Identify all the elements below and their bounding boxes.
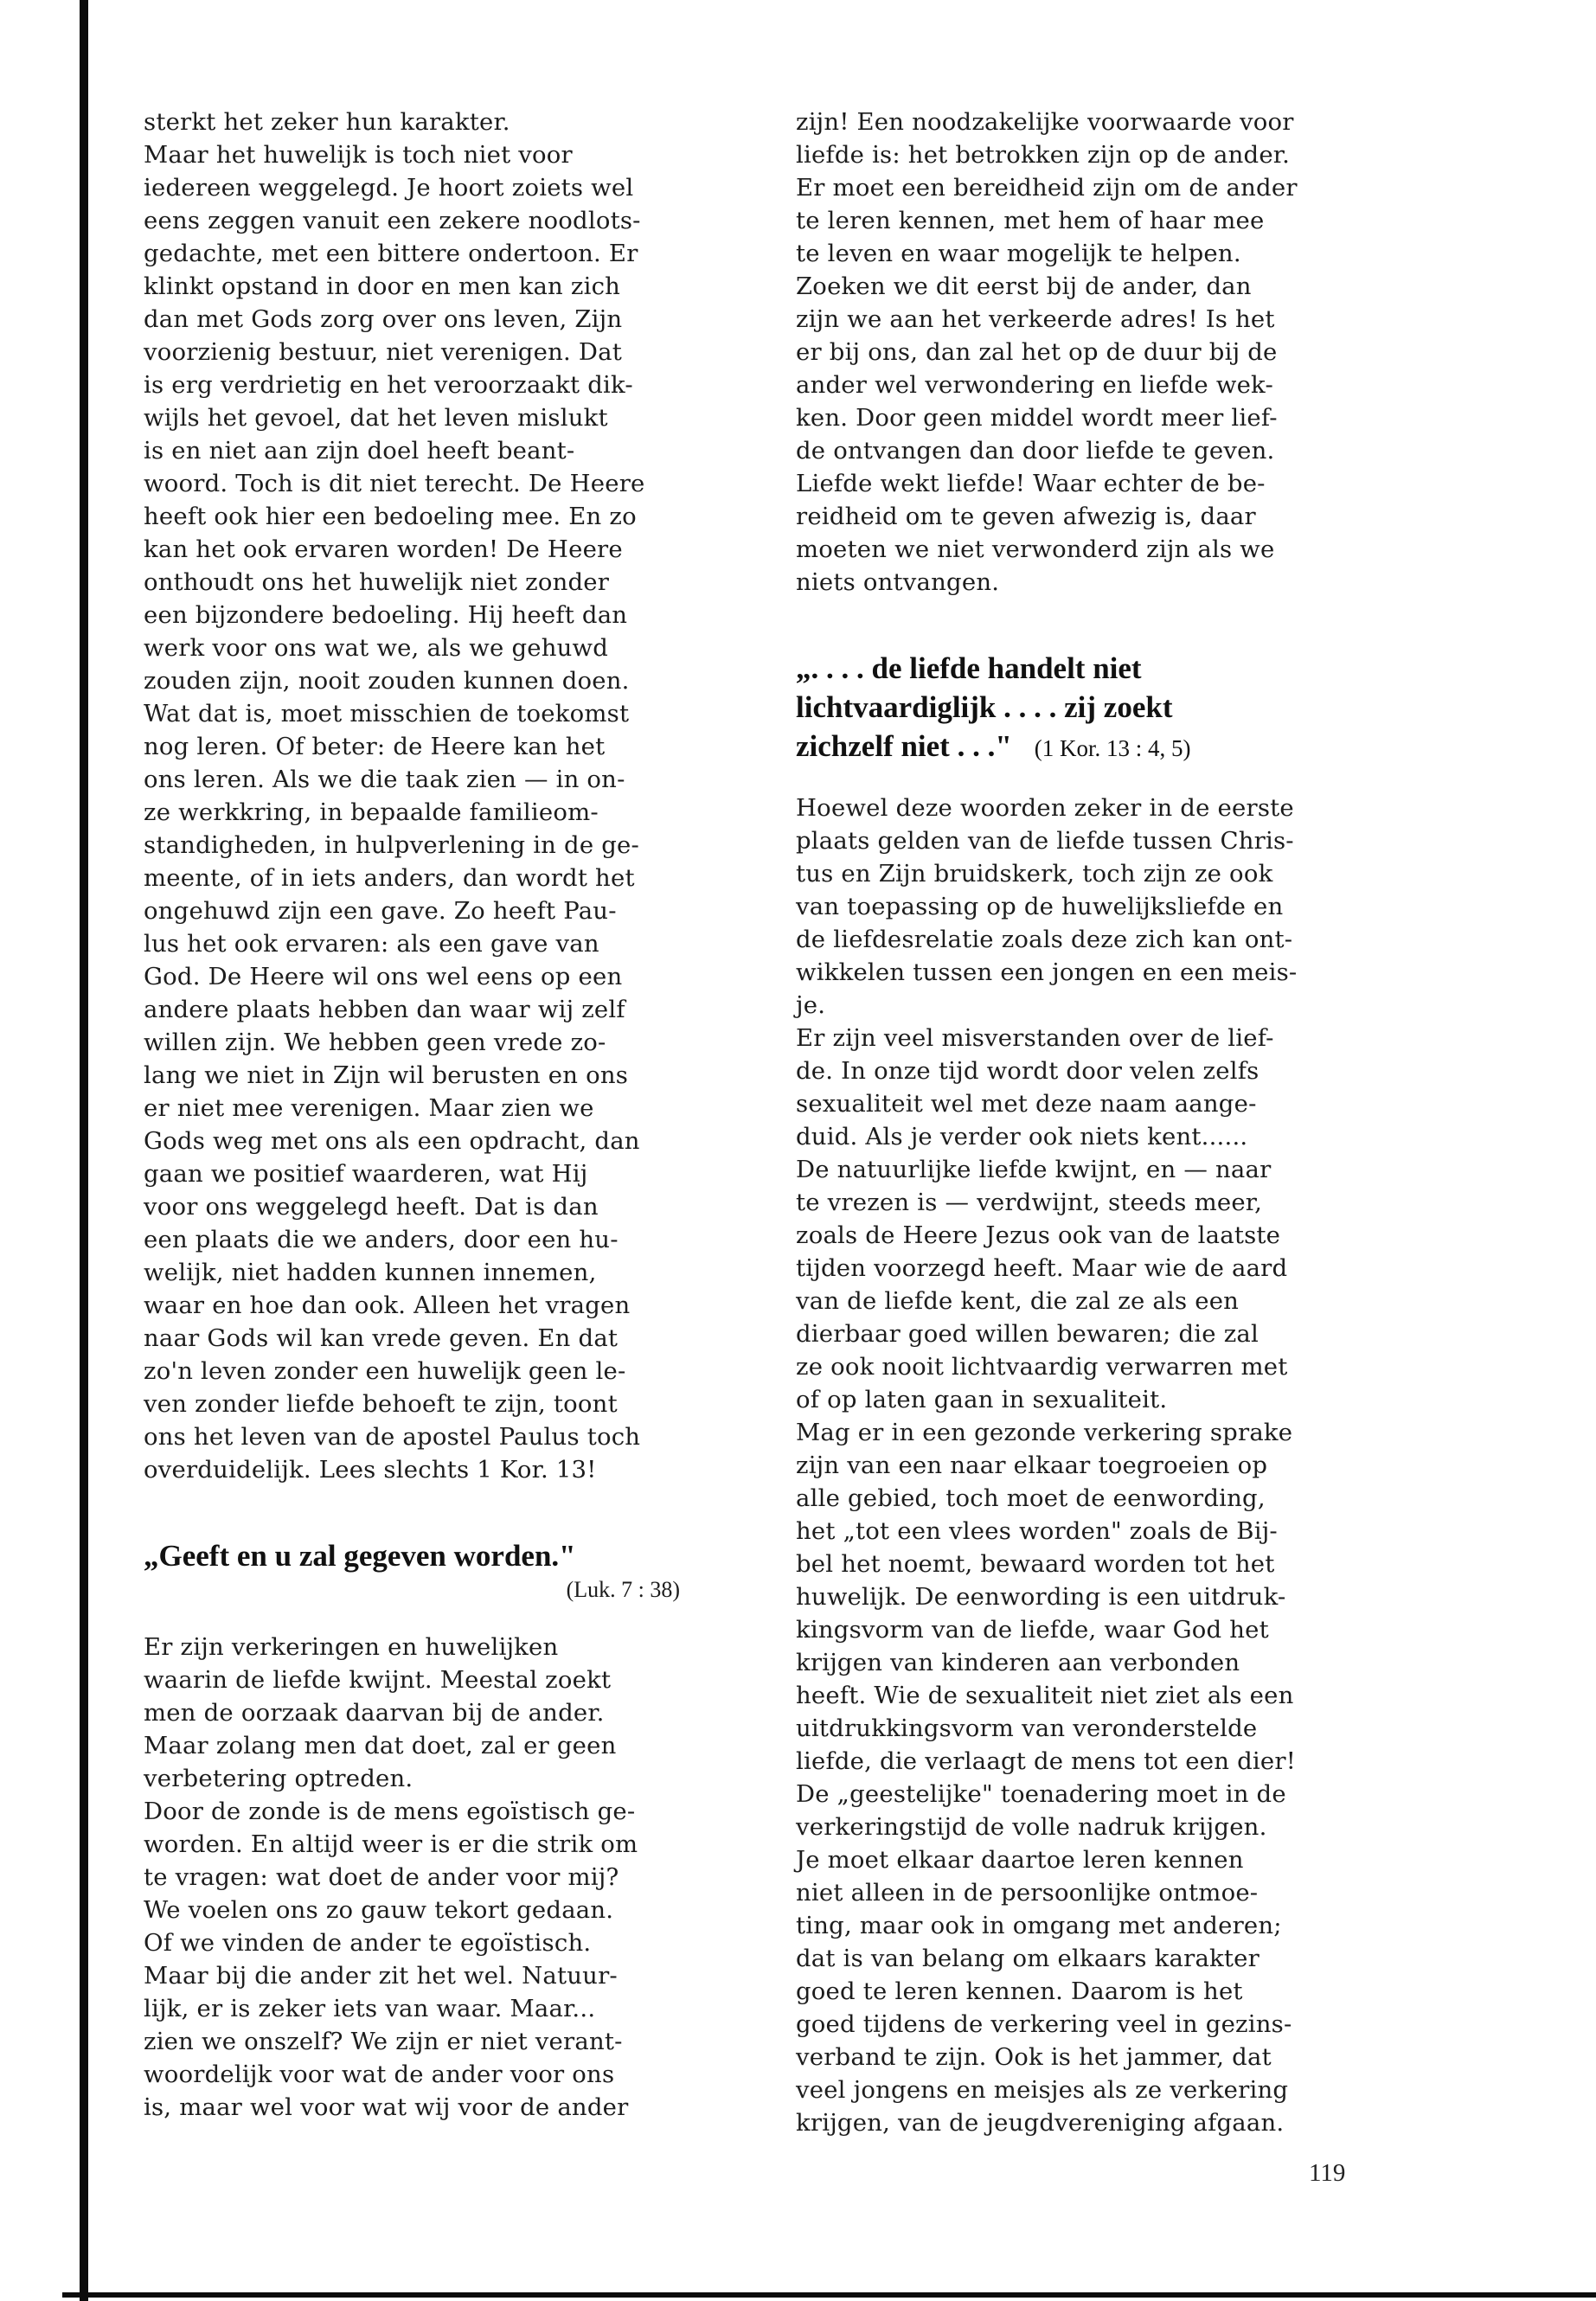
left-paragraph-2: [144, 1631, 715, 2124]
text-line: liefde is: het betrokken zijn op de ander.: [796, 141, 1291, 169]
text-line: zijn van een naar elkaar toegroeien op: [796, 1452, 1268, 1479]
text-line: te vrezen is — verdwijnt, steeds meer,: [796, 1189, 1263, 1216]
text-line: werk voor ons wat we, als we gehuwd: [144, 634, 609, 662]
text-line: dan met Gods zorg over ons leven, Zijn: [144, 305, 623, 333]
section-heading-liefde-line-3: [796, 727, 1367, 766]
text-line: andere plaats hebben dan waar wij zelf: [144, 996, 625, 1023]
text-line: Maar bij die ander zit het wel. Natuur-: [144, 1962, 618, 1990]
scripture-reference: (1 Kor. 13 : 4, 5): [1034, 735, 1191, 761]
text-line: Er zijn veel misverstanden over de lief-: [796, 1024, 1274, 1052]
text-line: dat is van belang om elkaars karakter: [796, 1945, 1259, 1972]
text-line: willen zijn. We hebben geen vrede zo-: [144, 1029, 606, 1056]
text-line: is erg verdrietig en het veroorzaakt dik-: [144, 371, 633, 399]
text-line: de liefdesrelatie zoals deze zich kan ont-: [796, 926, 1293, 953]
text-line: lus het ook ervaren: als een gave van: [144, 930, 599, 958]
text-line: Liefde wekt liefde! Waar echter de be-: [796, 470, 1266, 497]
text-line: te leren kennen, met hem of haar mee: [796, 207, 1265, 234]
left-paragraph-1: [144, 106, 715, 1486]
text-line: Je moet elkaar daartoe leren kennen: [796, 1846, 1244, 1874]
right-paragraph-2: [796, 792, 1367, 2139]
text-line: God. De Heere wil ons wel eens op een: [144, 963, 623, 990]
text-line: plaats gelden van de liefde tussen Chris-: [796, 827, 1294, 855]
text-line: een bijzondere bedoeling. Hij heeft dan: [144, 601, 628, 629]
text-line: zien we onszelf? We zijn er niet verant-: [144, 2028, 623, 2055]
text-line: verbetering optreden.: [144, 1765, 413, 1792]
text-line: niet alleen in de persoonlijke ontmoe-: [796, 1879, 1259, 1907]
text-line: zo'n leven zonder een huwelijk geen le-: [144, 1357, 626, 1385]
text-line: zoals de Heere Jezus ook van de laatste: [796, 1221, 1281, 1249]
text-line: niets ontvangen.: [796, 568, 1000, 596]
text-line: er bij ons, dan zal het op de duur bij de: [796, 338, 1278, 366]
text-line: dierbaar goed willen bewaren; die zal: [796, 1320, 1259, 1348]
text-line: Door de zonde is de mens egoïstisch ge-: [144, 1798, 636, 1825]
text-line: lijk, er is zeker iets van waar. Maar...: [144, 1995, 596, 2022]
text-line: overduidelijk. Lees slechts 1 Kor. 13!: [144, 1456, 597, 1484]
text-line: Er zijn verkeringen en huwelijken: [144, 1633, 559, 1661]
text-line: bel het noemt, bewaard worden tot het: [796, 1550, 1275, 1578]
section-heading-liefde-line-1: „. . . . de liefde handelt niet: [796, 651, 1142, 685]
text-line: te vragen: wat doet de ander voor mij?: [144, 1863, 619, 1891]
text-line: eens zeggen vanuit een zekere noodlots-: [144, 207, 641, 234]
text-line: De natuurlijke liefde kwijnt, en — naar: [796, 1156, 1272, 1183]
text-line: de. In onze tijd wordt door velen zelfs: [796, 1057, 1259, 1085]
text-line: moeten we niet verwonderd zijn als we: [796, 535, 1275, 563]
text-line: wikkelen tussen een jongen en een meis-: [796, 958, 1298, 986]
text-line: zouden zijn, nooit zouden kunnen doen.: [144, 667, 630, 695]
text-line: ting, maar ook in omgang met anderen;: [796, 1912, 1282, 1939]
text-line: huwelijk. De eenwording is een uitdruk-: [796, 1583, 1286, 1611]
text-line: ons leren. Als we die taak zien — in on-: [144, 766, 625, 793]
text-line: van toepassing op de huwelijksliefde en: [796, 893, 1284, 920]
text-line: voor ons weggelegd heeft. Dat is dan: [144, 1193, 599, 1221]
text-line: wijls het gevoel, dat het leven mislukt: [144, 404, 608, 432]
text-line: ven zonder liefde behoeft te zijn, toont: [144, 1390, 618, 1418]
text-line: waar en hoe dan ook. Alleen het vragen: [144, 1292, 631, 1319]
text-line: goed te leren kennen. Daarom is het: [796, 1977, 1243, 2005]
scripture-reference: (Luk. 7 : 38): [566, 1577, 680, 1602]
text-line: verband te zijn. Ook is het jammer, dat: [796, 2043, 1272, 2071]
page-number: 119: [1309, 2159, 1346, 2187]
text-line: onthoudt ons het huwelijk niet zonder: [144, 568, 610, 596]
text-line: Hoewel deze woorden zeker in de eerste: [796, 794, 1294, 822]
text-line: is en niet aan zijn doel heeft beant-: [144, 437, 575, 465]
text-line: kan het ook ervaren worden! De Heere: [144, 535, 623, 563]
text-line: kingsvorm van de liefde, waar God het: [796, 1616, 1269, 1644]
text-line: Wat dat is, moet misschien de toekomst: [144, 700, 630, 727]
text-line: de ontvangen dan door liefde te geven.: [796, 437, 1275, 465]
text-line: te leven en waar mogelijk te helpen.: [796, 240, 1241, 267]
section-heading-geeft: „Geeft en u zal gegeven worden.": [144, 1539, 576, 1573]
text-line: iedereen weggelegd. Je hoort zoiets wel: [144, 174, 634, 202]
text-line: zijn we aan het verkeerde adres! Is het: [796, 305, 1275, 333]
text-line: nog leren. Of beter: de Heere kan het: [144, 733, 606, 760]
text-line: naar Gods wil kan vrede geven. En dat: [144, 1324, 619, 1352]
scan-edge-left: [80, 0, 88, 2301]
text-line: Er moet een bereidheid zijn om de ander: [796, 174, 1298, 202]
text-line: klinkt opstand in door en men kan zich: [144, 272, 621, 300]
text-line: Maar het huwelijk is toch niet voor: [144, 141, 573, 169]
text-line: tus en Zijn bruidskerk, toch zijn ze ook: [796, 860, 1273, 888]
text-line: krijgen, van de jeugdvereniging afgaan.: [796, 2109, 1285, 2137]
text-line: reidheid om te geven afwezig is, daar: [796, 503, 1256, 530]
left-column: [144, 106, 715, 2124]
text-line: verkeringstijd de volle nadruk krijgen.: [796, 1813, 1267, 1841]
text-line: lang we niet in Zijn wil berusten en ons: [144, 1061, 629, 1089]
text-line: Mag er in een gezonde verkering sprake: [796, 1419, 1293, 1446]
text-line: gedachte, met een bittere ondertoon. Er: [144, 240, 638, 267]
text-line: van de liefde kent, die zal ze als een: [796, 1287, 1240, 1315]
text-line: je.: [796, 991, 826, 1019]
text-line: er niet mee verenigen. Maar zien we: [144, 1094, 594, 1122]
text-line: heeft ook hier een bedoeling mee. En zo: [144, 503, 637, 530]
text-line: ons het leven van de apostel Paulus toch: [144, 1423, 641, 1451]
right-column: [796, 106, 1367, 2139]
text-line: sexualiteit wel met deze naam aange-: [796, 1090, 1257, 1118]
text-line: goed tijdens de verkering veel in gezins-: [796, 2010, 1292, 2038]
text-line: worden. En altijd weer is er die strik om: [144, 1830, 638, 1858]
text-line: standigheden, in hulpverlening in de ge-: [144, 831, 640, 859]
text-line: ze ook nooit lichtvaardig verwarren met: [796, 1353, 1288, 1381]
text-line: gaan we positief waarderen, wat Hij: [144, 1160, 588, 1188]
text-line: liefde, die verlaagt de mens tot een dier!: [796, 1747, 1296, 1775]
text-line: Of we vinden de ander te egoïstisch.: [144, 1929, 592, 1957]
text-line: men de oorzaak daarvan bij de ander.: [144, 1699, 605, 1727]
scan-edge-bottom: [62, 2292, 1596, 2298]
text-line: alle gebied, toch moet de eenwording,: [796, 1484, 1266, 1512]
section-heading-liefde-line-2: lichtvaardiglijk . . . . zij zoekt: [796, 690, 1173, 724]
text-line: ze werkkring, in bepaalde familieom-: [144, 798, 599, 826]
text-line: woordelijk voor wat de ander voor ons: [144, 2061, 615, 2088]
text-line: welijk, niet hadden kunnen innemen,: [144, 1259, 597, 1286]
text-line: duid. Als je verder ook niets kent......: [796, 1123, 1248, 1150]
text-line: De „geestelijke" toenadering moet in de: [796, 1780, 1286, 1808]
text-line: Zoeken we dit eerst bij de ander, dan: [796, 272, 1252, 300]
right-paragraph-1: [796, 106, 1367, 599]
text-line: tijden voorzegd heeft. Maar wie de aard: [796, 1254, 1288, 1282]
text-line: heeft. Wie de sexualiteit niet ziet als een: [796, 1682, 1294, 1709]
text-line: veel jongens en meisjes als ze verkering: [796, 2076, 1289, 2104]
text-line: ongehuwd zijn een gave. Zo heeft Pau-: [144, 897, 617, 925]
text-line: voorzienig bestuur, niet verenigen. Dat: [144, 338, 622, 366]
text-line: ander wel verwondering en liefde wek-: [796, 371, 1273, 399]
text-line: of op laten gaan in sexualiteit.: [796, 1386, 1168, 1413]
text-line: We voelen ons zo gauw tekort gedaan.: [144, 1896, 614, 1924]
text-line: woord. Toch is dit niet terecht. De Heere: [144, 470, 645, 497]
text-line: het „tot een vlees worden" zoals de Bij-: [796, 1517, 1278, 1545]
text-line: zijn! Een noodzakelijke voorwaarde voor: [796, 108, 1294, 136]
text-line: meente, of in iets anders, dan wordt het: [144, 864, 635, 892]
heading-text: zichzelf niet . . .": [796, 729, 1012, 763]
text-line: ken. Door geen middel wordt meer lief-: [796, 404, 1278, 432]
text-line: uitdrukkingsvorm van veronderstelde: [796, 1715, 1258, 1742]
text-line: Gods weg met ons als een opdracht, dan: [144, 1127, 640, 1155]
text-line: sterkt het zeker hun karakter.: [144, 108, 510, 136]
text-line: is, maar wel voor wat wij voor de ander: [144, 2093, 629, 2121]
text-line: een plaats die we anders, door een hu-: [144, 1226, 619, 1253]
text-line: waarin de liefde kwijnt. Meestal zoekt: [144, 1666, 612, 1694]
text-line: krijgen van kinderen aan verbonden: [796, 1649, 1240, 1676]
text-line: Maar zolang men dat doet, zal er geen: [144, 1732, 617, 1759]
